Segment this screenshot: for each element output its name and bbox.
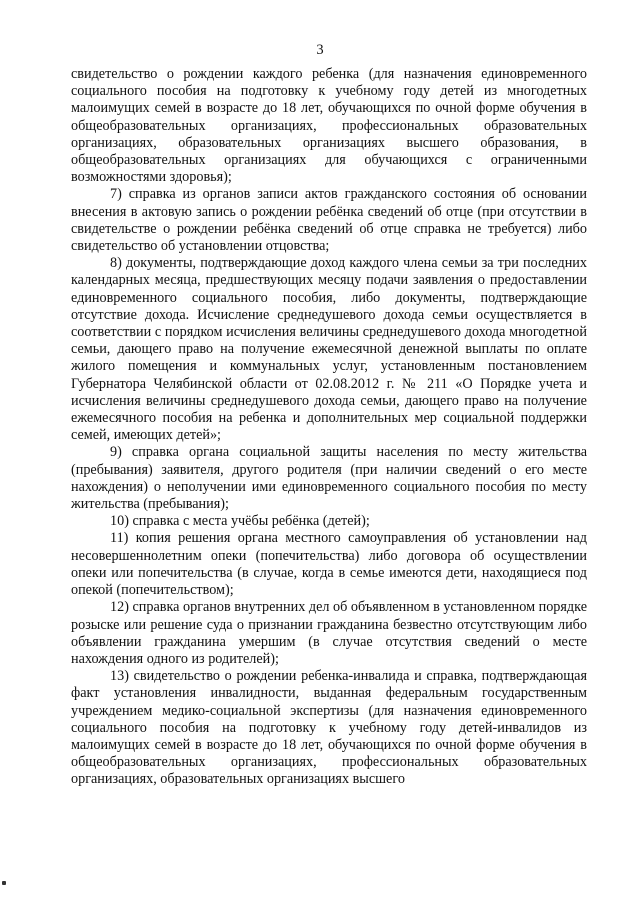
document-body [71,66,587,789]
paragraph-item-8: 8) документы, подтверждающие доход каждого члена семьи за три последних календарных месяца, предшествующих месяцу подачи заявления о предоставлении единовременного социального пособия, либо документы, подтверждающие отсутствие дохода. Исчисление среднедушевого дохода семьи осуществляется в соответствии с порядком исчисления величины среднедушевого дохода многодетной семьи, дающего право на получение ежемесячной денежной выплаты по оплате жилого помещения и коммунальных услуг, установленным постановлением Губернатора Челябинской области от 02.08.2012 г. № 211 «О Порядке учета и исчисления величины среднедушевого дохода семьи, дающего право на получение ежемесячного пособия на ребенка и дополнительных мер социальной поддержки семей, имеющих детей»; [71,255,587,444]
page-number: 3 [316,42,324,58]
paragraph-item-12: 12) справка органов внутренних дел об объявленном в установленном порядке розыске или решение суда о признании гражданина безвестно отсутствующим либо объявлении гражданина умершим (в случае отсутствия сведений о месте нахождения одного из родителей); [71,599,587,667]
scan-artifact-dot [2,881,6,885]
paragraph-item-9: 9) справка органа социальной защиты населения по месту жительства (пребывания) заявителя, другого родителя (при наличии сведений о его месте нахождения) о неполучении ими единовременного социального пособия по месту жительства (пребывания); [71,444,587,513]
paragraph-item-10: 10) справка с места учёбы ребёнка (детей); [110,513,370,530]
paragraph-continuation: свидетельство о рождении каждого ребенка (для назначения единовременного социального пособия на подготовку к учебному году детей из многодетных малоимущих семей в возрасте до 18 лет, обучающихся по очной форме обучения в общеобразовательных организациях, профессиональных образовательных организациях, образовательных организациях высшего образования, в общеобразовательных организациях для обучающихся с ограниченными возможностями здоровья); [71,66,587,186]
paragraph-item-11: 11) копия решения органа местного самоуправления об установлении над несовершеннолетним опеки (попечительства) либо договора об осуществлении опеки или попечительства (в случае, когда в семье имеются дети, находящиеся под опекой (попечительством); [71,530,587,599]
paragraph-item-7: 7) справка из органов записи актов гражданского состояния об основании внесения в актовую запись о рождении ребёнка сведений об отце (при отсутствии в свидетельстве о рождении ребёнка сведений об отце справка не требуется) либо свидетельство об установлении отцовства; [71,186,587,255]
paragraph-item-13: 13) свидетельство о рождении ребенка-инвалида и справка, подтверждающая факт установления инвалидности, выданная федеральным государственным учреждением медико-социальной экспертизы (для назначения единовременного социального пособия на подготовку к учебному году детей-инвалидов из малоимущих семей в возрасте до 18 лет, обучающихся по очной форме обучения в общеобразовательных организациях, профессиональных образовательных организациях, образовательных организациях высшего [71,668,587,788]
